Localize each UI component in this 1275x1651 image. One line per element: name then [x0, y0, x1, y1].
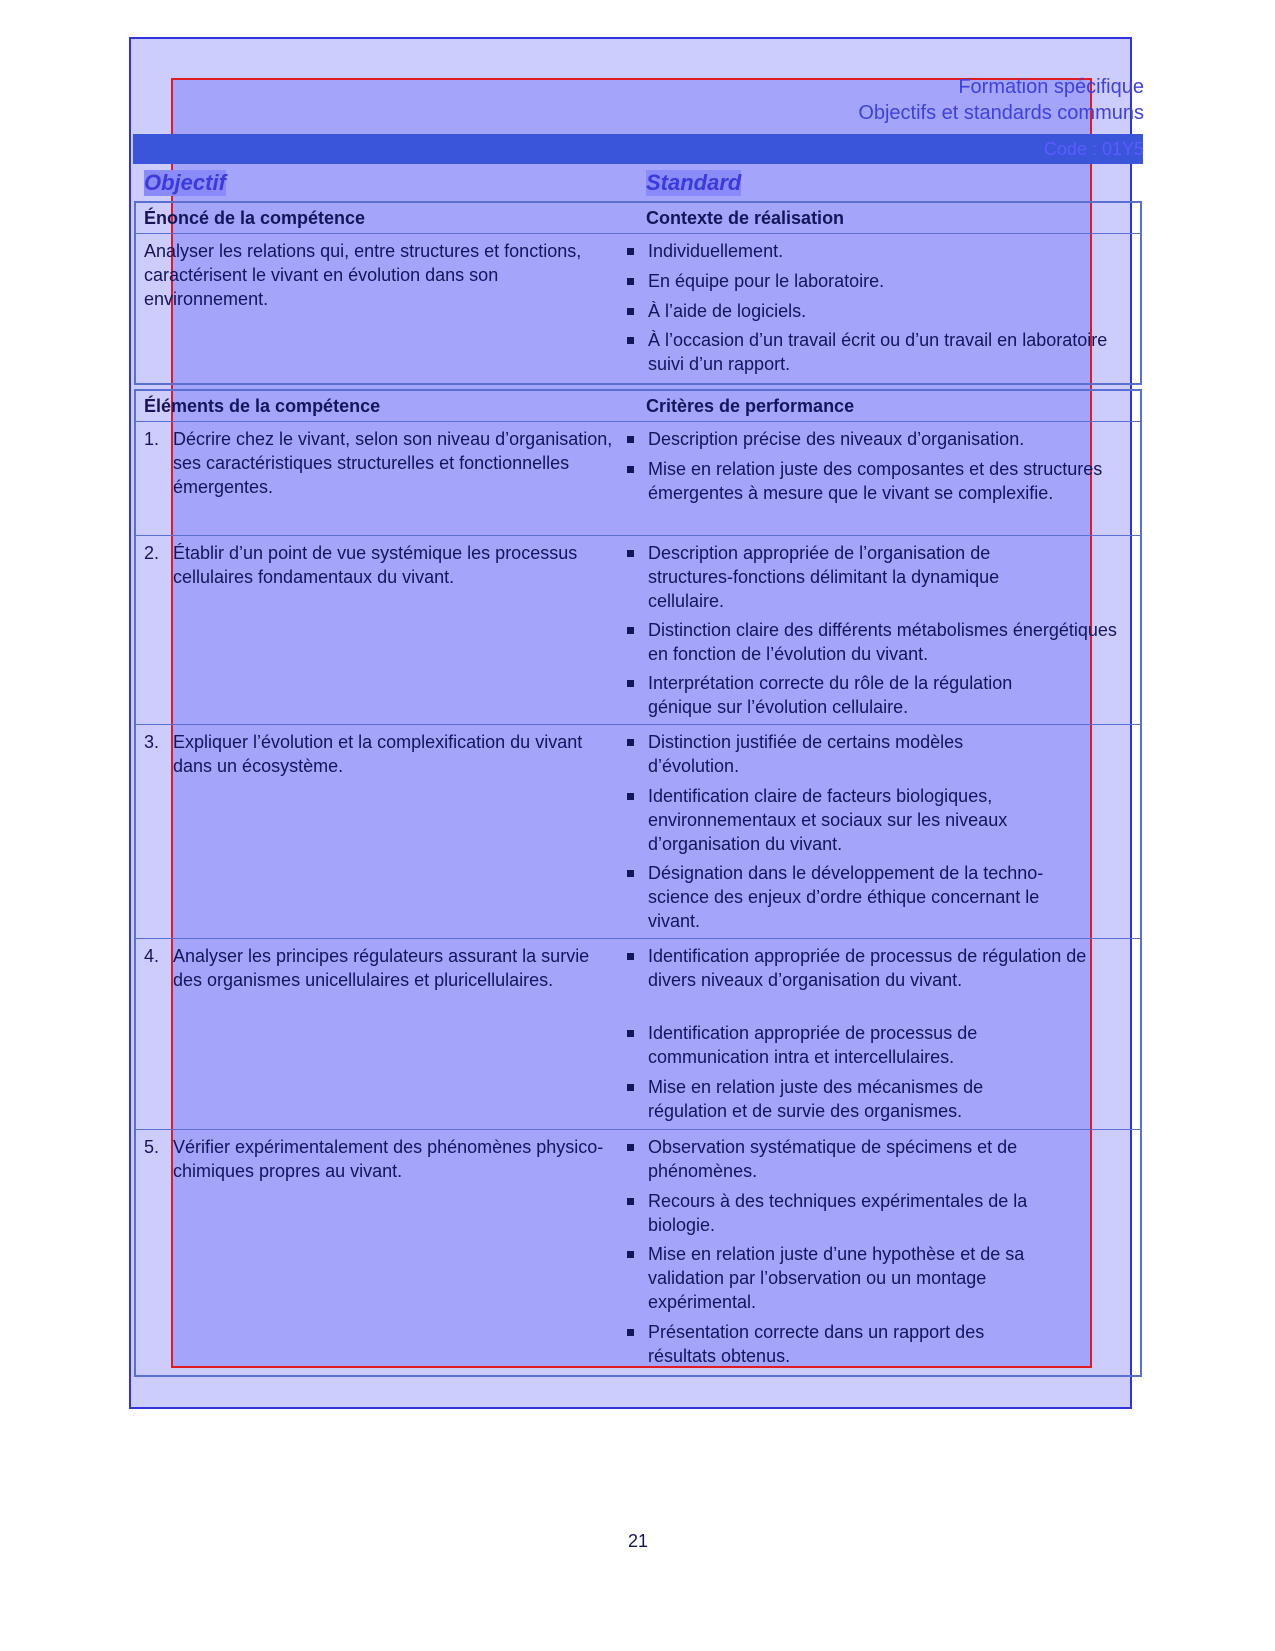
contexte-item: Individuellement. — [648, 239, 1128, 263]
enonce-text: Analyser les relations qui, entre structures et fonctions, caractérisent le vivant en évolution dans son environnement. — [144, 241, 582, 309]
course-code: Code : 01Y5 — [1043, 139, 1144, 159]
critere-item: Description appropriée de l’organisation de structures-fonctions délimitant la dynamique cellulaire. — [648, 541, 1068, 613]
bullet-icon — [627, 1329, 634, 1336]
critere-item: Distinction justifiée de certains modèles d’évolution. — [648, 730, 1028, 778]
bullet-icon — [627, 436, 634, 443]
contexte-label: Contexte de réalisation — [646, 208, 845, 228]
bullet-icon — [627, 1084, 634, 1091]
bullet-icon — [627, 953, 634, 960]
page-number: 21 — [628, 1531, 649, 1551]
contexte-item: À l’aide de logiciels. — [648, 299, 1128, 323]
critere-item: Distinction claire des différents métabolismes énergétiques en fonction de l’évolution du vivant. — [648, 618, 1128, 666]
critere-item: Observation systématique de spécimens et de phénomènes. — [648, 1135, 1088, 1183]
critere-item: Interprétation correcte du rôle de la régulation génique sur l’évolution cellulaire. — [648, 671, 1078, 719]
critere-item: Présentation correcte dans un rapport des résultats obtenus. — [648, 1320, 1048, 1368]
bullet-icon — [627, 1198, 634, 1205]
critere-item: Mise en relation juste des composantes et des structures émergentes à mesure que le vivant se complexifie. — [648, 457, 1126, 505]
critere-item: Mise en relation juste d’une hypothèse et de sa validation par l’observation ou un montage expérimental. — [648, 1242, 1088, 1314]
bullet-icon — [627, 466, 634, 473]
row-divider — [134, 938, 1142, 939]
critere-item: Identification appropriée de processus de régulation de divers niveaux d’organisation du vivant. — [648, 944, 1088, 992]
critere-item: Recours à des techniques expérimentales de la biologie. — [648, 1189, 1098, 1237]
bullet-icon — [627, 248, 634, 255]
bullet-icon — [627, 739, 634, 746]
bullet-icon — [627, 793, 634, 800]
critere-item: Description précise des niveaux d’organisation. — [648, 427, 1128, 451]
bullet-icon — [627, 627, 634, 634]
critere-item: Désignation dans le développement de la techno-science des enjeux d’ordre éthique concernant le vivant. — [648, 861, 1058, 933]
bullet-icon — [627, 337, 634, 344]
row-divider — [134, 1129, 1142, 1130]
bullet-icon — [627, 550, 634, 557]
bullet-icon — [627, 278, 634, 285]
bullet-icon — [627, 1251, 634, 1258]
contexte-item: En équipe pour le laboratoire. — [648, 269, 1128, 293]
bullet-icon — [627, 1030, 634, 1037]
contexte-item: À l’occasion d’un travail écrit ou d’un travail en laboratoire suivi d’un rapport. — [648, 328, 1108, 376]
row-divider — [134, 421, 1142, 422]
row-divider — [134, 724, 1142, 725]
bullet-icon — [627, 308, 634, 315]
header-formation: Formation spécifique — [958, 76, 1144, 98]
competence-divider — [134, 233, 1142, 234]
critere-item: Identification appropriée de processus de communication intra et intercellulaires. — [648, 1021, 1048, 1069]
bullet-icon — [627, 1144, 634, 1151]
bullet-icon — [627, 680, 634, 687]
header-objectifs: Objectifs et standards communs — [858, 102, 1144, 124]
bullet-icon — [627, 870, 634, 877]
criteres-label: Critères de performance — [646, 396, 855, 416]
enonce-label: Énoncé de la compétence — [144, 208, 366, 228]
elements-label: Éléments de la compétence — [144, 396, 381, 416]
column-title-standard: Standard — [646, 170, 742, 195]
critere-item: Mise en relation juste des mécanismes de régulation et de survie des organismes. — [648, 1075, 1048, 1123]
row-divider — [134, 535, 1142, 536]
critere-item: Identification claire de facteurs biologiques, environnementaux et sociaux sur les niveaux d’organisation du vivant. — [648, 784, 1068, 856]
column-title-objectif: Objectif — [144, 170, 226, 195]
code-band — [133, 134, 1143, 164]
